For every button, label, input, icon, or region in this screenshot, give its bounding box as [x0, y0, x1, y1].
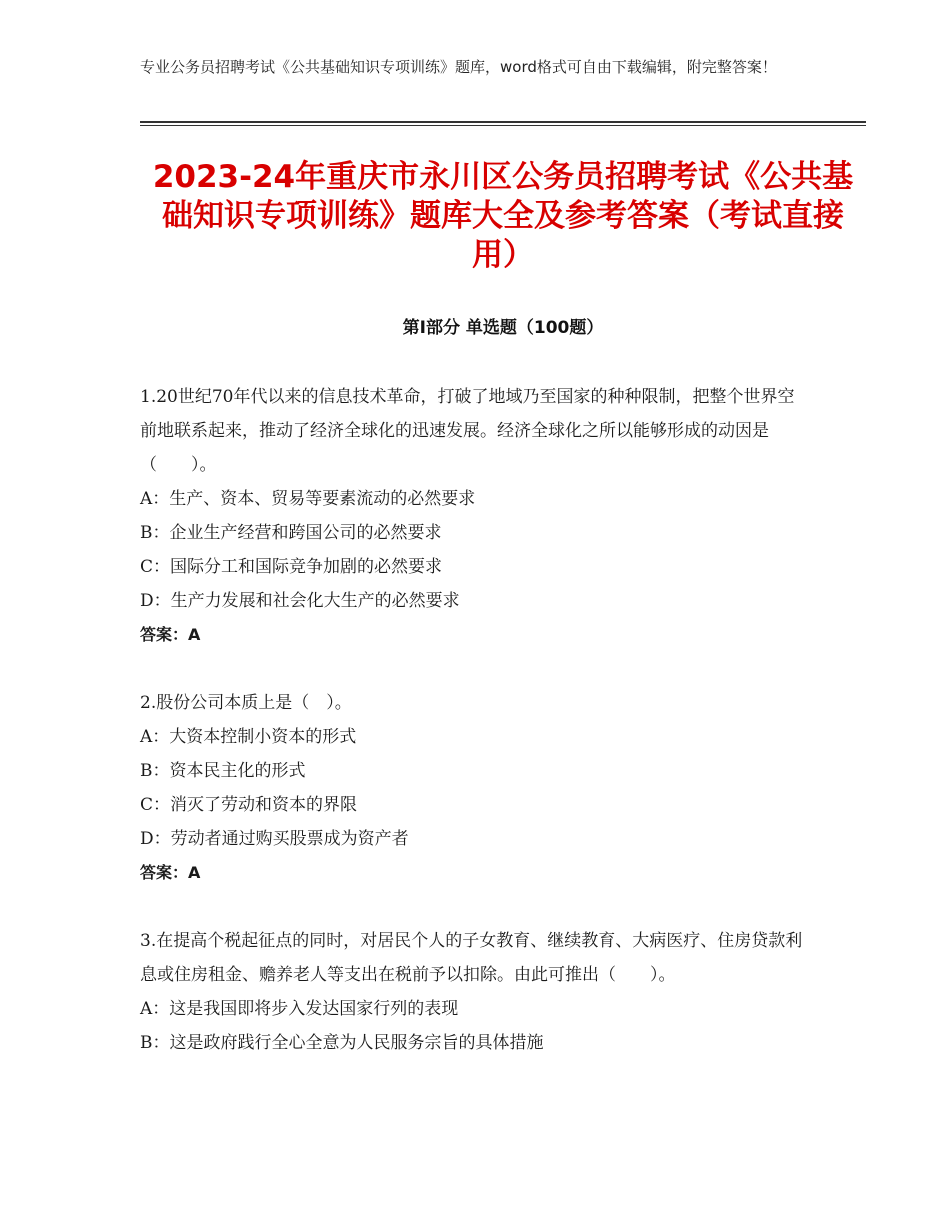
- document-title: 2023-24年重庆市永川区公务员招聘考试《公共基础知识专项训练》题库大全及参考答案（考试直接用）: [152, 159, 854, 273]
- section-title: 第Ⅰ部分 单选题（100题）: [402, 318, 604, 338]
- question-stem: 3.在提高个税起征点的同时，对居民个人的子女教育、继续教育、大病医疗、住房贷款利息或住房租金、赡养老人等支出在税前予以扣除。由此可推出（ ）。: [140, 931, 803, 985]
- question-stem: 1.20世纪70年代以来的信息技术革命，打破了地域乃至国家的种种限制，把整个世界空前地联系起来，推动了经济全球化的迅速发展。经济全球化之所以能够形成的动因是（ ）。: [140, 387, 795, 475]
- question-1: [140, 380, 810, 652]
- option-c: C：国际分工和国际竞争加剧的必然要求: [140, 557, 443, 577]
- question-3: [140, 924, 810, 1060]
- option-d: D：生产力发展和社会化大生产的必然要求: [140, 591, 460, 611]
- question-stem: 2.股份公司本质上是（ ）。: [140, 693, 352, 713]
- option-b: B：企业生产经营和跨国公司的必然要求: [140, 523, 442, 543]
- header-note: 专业公务员招聘考试《公共基础知识专项训练》题库，word格式可自由下载编辑，附完整答案！: [140, 58, 777, 76]
- option-a: A：这是我国即将步入发达国家行列的表现: [140, 999, 459, 1019]
- header-rule-thin: [140, 125, 866, 126]
- option-b: B：这是政府践行全心全意为人民服务宗旨的具体措施: [140, 1033, 544, 1053]
- option-a: A：生产、资本、贸易等要素流动的必然要求: [140, 489, 476, 509]
- option-a: A：大资本控制小资本的形式: [140, 727, 357, 747]
- option-d: D：劳动者通过购买股票成为资产者: [140, 829, 409, 849]
- option-c: C：消灭了劳动和资本的界限: [140, 795, 358, 815]
- answer-label: 答案：A: [140, 625, 201, 644]
- question-2: [140, 686, 810, 890]
- answer-label: 答案：A: [140, 863, 201, 882]
- option-b: B：资本民主化的形式: [140, 761, 306, 781]
- header-rule-thick: [140, 121, 866, 123]
- question-list: [140, 380, 810, 1060]
